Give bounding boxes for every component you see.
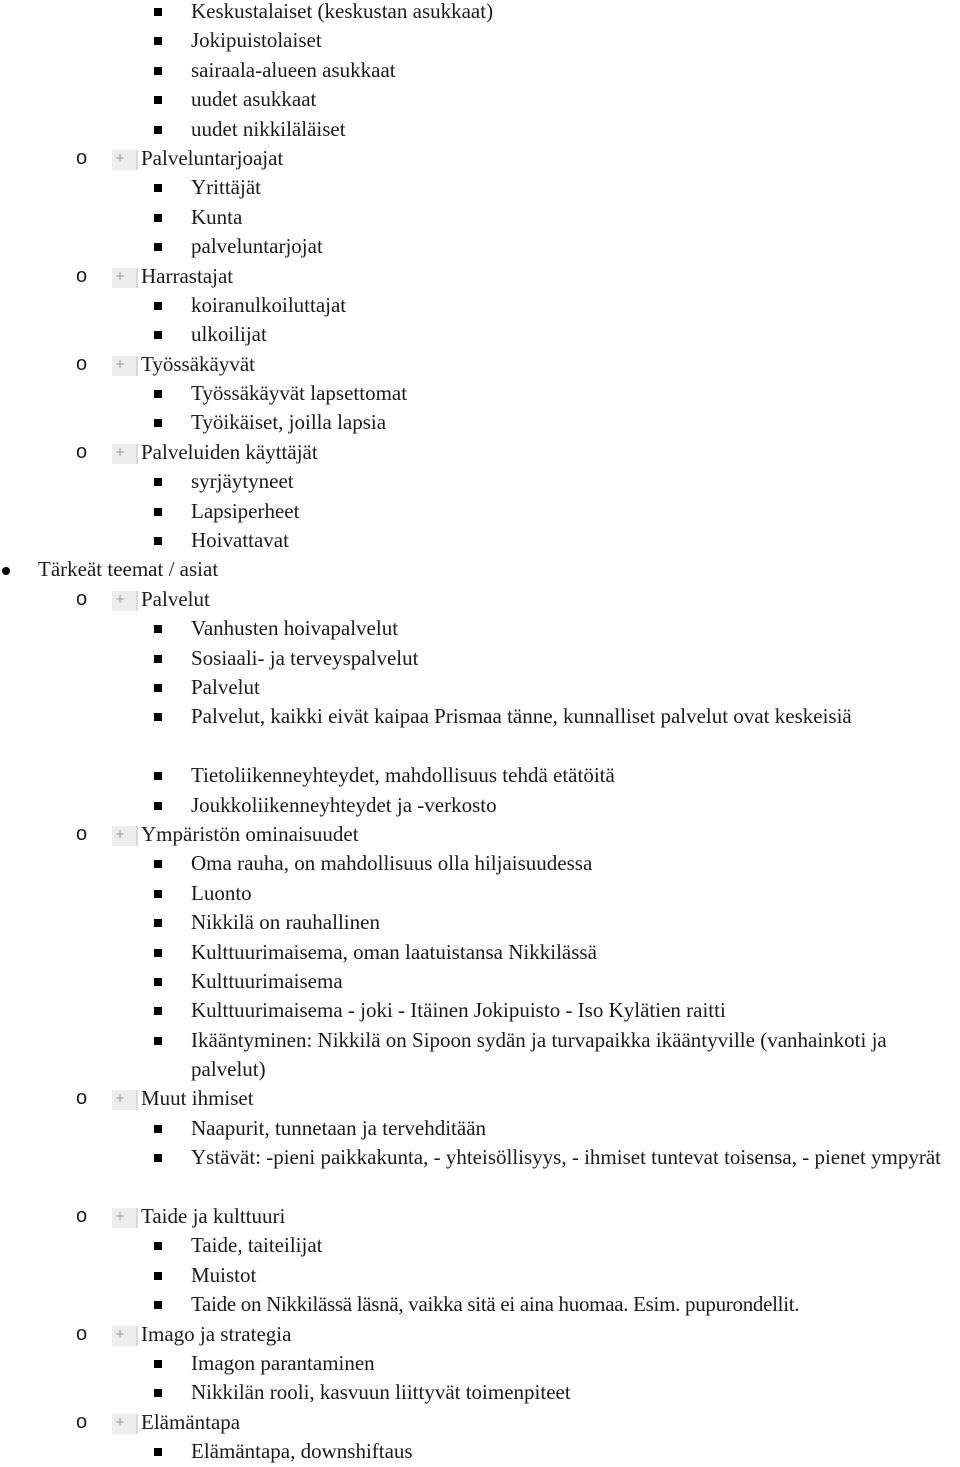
square-bullet-icon <box>154 508 162 516</box>
expand-toggle[interactable] <box>112 1414 138 1434</box>
list-item: Taide on Nikkilässä läsnä, vaikka sitä ei aina huomaa. Esim. pupurondellit. <box>0 1290 960 1319</box>
square-bullet-icon <box>154 390 162 398</box>
square-bullet-icon <box>154 478 162 486</box>
plus-icon: + <box>115 356 126 371</box>
list-item: Keskustalaiset (keskustan asukkaat) <box>0 0 960 26</box>
square-bullet-icon <box>154 537 162 545</box>
group-heading: o + Palveluiden käyttäjät <box>0 438 960 467</box>
list-item: Ikääntyminen: Nikkilä on Sipoon sydän ja turvapaikka ikääntyville (vanhainkoti ja palvelut) <box>0 1026 960 1085</box>
expand-toggle[interactable] <box>112 356 138 376</box>
circle-bullet-icon: o <box>76 1087 88 1110</box>
square-bullet-icon <box>154 978 162 986</box>
list-item: ulkoilijat <box>0 320 960 349</box>
list-item: Elämäntapa, downshiftaus <box>0 1437 960 1466</box>
theme-heading: o + Elämäntapa <box>0 1408 960 1437</box>
circle-bullet-icon: o <box>76 440 88 463</box>
square-bullet-icon <box>154 890 162 898</box>
square-bullet-icon <box>154 1242 162 1250</box>
square-bullet-icon <box>154 1154 162 1162</box>
square-bullet-icon <box>154 655 162 663</box>
square-bullet-icon <box>154 8 162 16</box>
square-bullet-icon <box>154 419 162 427</box>
list-item: Naapurit, tunnetaan ja tervehditään <box>0 1114 960 1143</box>
square-bullet-icon <box>154 1037 162 1045</box>
round-bullet-icon <box>2 567 10 575</box>
expand-toggle[interactable] <box>112 268 138 288</box>
list-item: Kulttuurimaisema, oman laatuistansa Nikkilässä <box>0 938 960 967</box>
square-bullet-icon <box>154 860 162 868</box>
square-bullet-icon <box>154 772 162 780</box>
circle-bullet-icon: o <box>76 264 88 287</box>
circle-bullet-icon: o <box>76 1410 88 1433</box>
square-bullet-icon <box>154 37 162 45</box>
square-bullet-icon <box>154 184 162 192</box>
expand-toggle[interactable] <box>112 1326 138 1346</box>
list-item: Hoivattavat <box>0 526 960 555</box>
list-item: Kulttuurimaisema <box>0 967 960 996</box>
plus-icon: + <box>115 826 126 841</box>
plus-icon: + <box>115 1326 126 1341</box>
circle-bullet-icon: o <box>76 146 88 169</box>
list-item: uudet asukkaat <box>0 85 960 114</box>
theme-heading: o + Imago ja strategia <box>0 1320 960 1349</box>
square-bullet-icon <box>154 1125 162 1133</box>
list-item: koiranulkoiluttajat <box>0 291 960 320</box>
square-bullet-icon <box>154 802 162 810</box>
circle-bullet-icon: o <box>76 587 88 610</box>
expand-toggle[interactable] <box>112 591 138 611</box>
square-bullet-icon <box>154 302 162 310</box>
circle-bullet-icon: o <box>76 352 88 375</box>
square-bullet-icon <box>154 1272 162 1280</box>
group-heading: o + Harrastajat <box>0 262 960 291</box>
list-item: Imagon parantaminen <box>0 1349 960 1378</box>
plus-icon: + <box>115 444 126 459</box>
circle-bullet-icon: o <box>76 1205 88 1228</box>
square-bullet-icon <box>154 1389 162 1397</box>
square-bullet-icon <box>154 919 162 927</box>
list-item: Tietoliikenneyhteydet, mahdollisuus tehdä etätöitä <box>0 761 960 790</box>
theme-heading: o + Muut ihmiset <box>0 1084 960 1113</box>
section-heading: Tärkeät teemat / asiat <box>0 555 960 584</box>
theme-heading: o + Palvelut <box>0 585 960 614</box>
square-bullet-icon <box>154 1301 162 1309</box>
list-item: Työikäiset, joilla lapsia <box>0 408 960 437</box>
plus-icon: + <box>115 1414 126 1429</box>
square-bullet-icon <box>154 243 162 251</box>
theme-heading: o + Taide ja kulttuuri <box>0 1202 960 1231</box>
plus-icon: + <box>115 1209 126 1224</box>
plus-icon: + <box>115 150 126 165</box>
square-bullet-icon <box>154 1360 162 1368</box>
square-bullet-icon <box>154 625 162 633</box>
list-item: Nikkilä on rauhallinen <box>0 908 960 937</box>
list-item: Palvelut <box>0 673 960 702</box>
square-bullet-icon <box>154 1448 162 1456</box>
square-bullet-icon <box>154 214 162 222</box>
square-bullet-icon <box>154 1007 162 1015</box>
theme-heading: o + Ympäristön ominaisuudet <box>0 820 960 849</box>
expand-toggle[interactable] <box>112 150 138 170</box>
square-bullet-icon <box>154 331 162 339</box>
list-item: Muistot <box>0 1261 960 1290</box>
square-bullet-icon <box>154 96 162 104</box>
expand-toggle[interactable] <box>112 1208 138 1228</box>
list-item: Lapsiperheet <box>0 497 960 526</box>
list-item: Vanhusten hoivapalvelut <box>0 614 960 643</box>
list-item: Kulttuurimaisema - joki - Itäinen Jokipuisto - Iso Kylätien raitti <box>0 996 960 1025</box>
list-item: syrjäytyneet <box>0 467 960 496</box>
group-heading: o + Palveluntarjoajat <box>0 144 960 173</box>
list-item: Nikkilän rooli, kasvuun liittyvät toimenpiteet <box>0 1378 960 1407</box>
list-item: Palvelut, kaikki eivät kaipaa Prismaa tänne, kunnalliset palvelut ovat keskeisiä <box>0 702 960 761</box>
list-item: Kunta <box>0 203 960 232</box>
square-bullet-icon <box>154 949 162 957</box>
circle-bullet-icon: o <box>76 1322 88 1345</box>
plus-icon: + <box>115 591 126 606</box>
list-item: sairaala-alueen asukkaat <box>0 56 960 85</box>
list-item: Jokipuistolaiset <box>0 26 960 55</box>
list-item: Oma rauha, on mahdollisuus olla hiljaisuudessa <box>0 849 960 878</box>
square-bullet-icon <box>154 713 162 721</box>
list-item: Yrittäjät <box>0 173 960 202</box>
list-item: Joukkoliikenneyhteydet ja -verkosto <box>0 791 960 820</box>
square-bullet-icon <box>154 684 162 692</box>
circle-bullet-icon: o <box>76 822 88 845</box>
list-item: Luonto <box>0 879 960 908</box>
expand-toggle[interactable] <box>112 826 138 846</box>
expand-toggle[interactable] <box>112 444 138 464</box>
list-item: Työssäkäyvät lapsettomat <box>0 379 960 408</box>
plus-icon: + <box>115 268 126 283</box>
list-item: Ystävät: -pieni paikkakunta, - yhteisöllisyys, - ihmiset tuntevat toisensa, - pienet ympyrät <box>0 1143 960 1202</box>
plus-icon: + <box>115 1091 126 1106</box>
list-item: palveluntarjojat <box>0 232 960 261</box>
expand-toggle[interactable] <box>112 1090 138 1110</box>
group-heading: o + Työssäkäyvät <box>0 350 960 379</box>
square-bullet-icon <box>154 126 162 134</box>
list-item: uudet nikkiläläiset <box>0 115 960 144</box>
list-item: Sosiaali- ja terveyspalvelut <box>0 644 960 673</box>
square-bullet-icon <box>154 67 162 75</box>
list-item: Taide, taiteilijat <box>0 1231 960 1260</box>
